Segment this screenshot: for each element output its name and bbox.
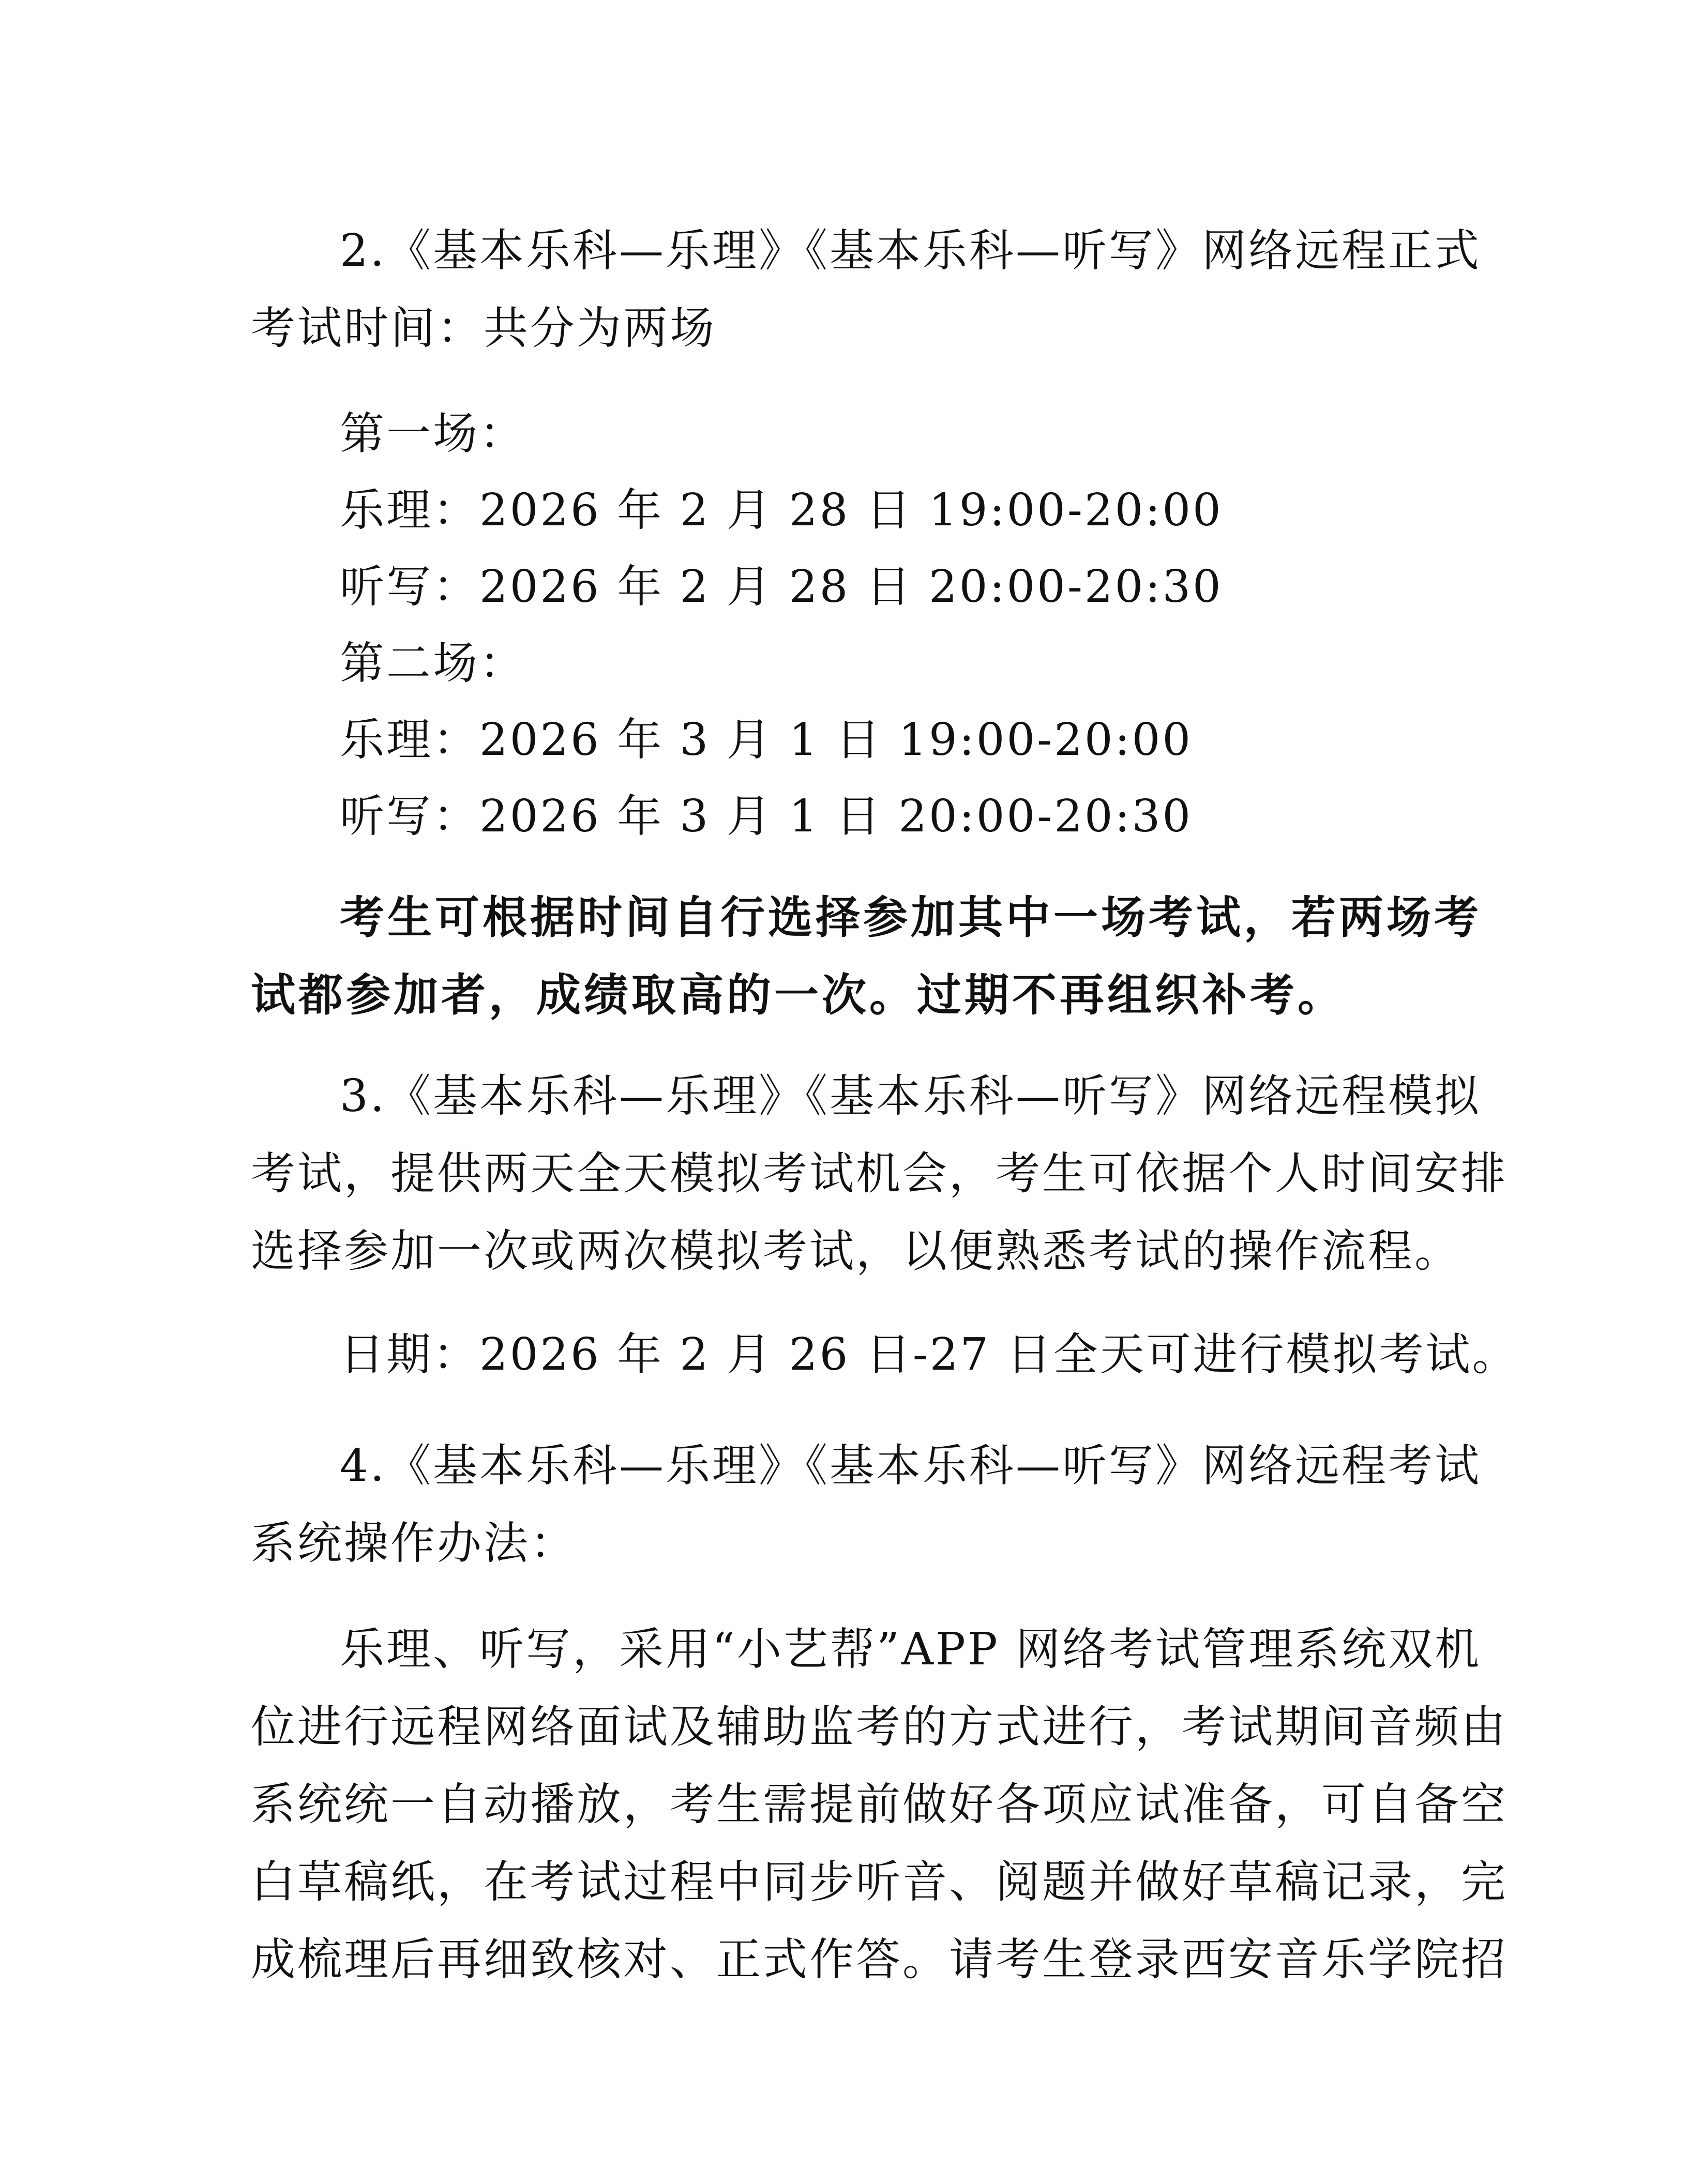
session-1-theory: 乐理：2026 年 2 月 28 日 19:00-20:00 [340, 484, 1223, 536]
method-paragraph [251, 1611, 1508, 1998]
method-line-1: 乐理、听写，采用“小艺帮”APP 网络考试管理系统双机 [340, 1624, 1482, 1675]
mock-exam-date [251, 1316, 1519, 1393]
item-3-paragraph [251, 1057, 1508, 1290]
method-line-2: 位进行远程网络面试及辅助监考的方式进行，考试期间音频由 [251, 1701, 1508, 1753]
notice-line-1: 考生可根据时间自行选择参加其中一场考试，若两场考 [340, 892, 1482, 944]
item-4-line-1: 4.《基本乐科—乐理》《基本乐科—听写》网络远程考试 [340, 1440, 1482, 1492]
date-line: 日期：2026 年 2 月 26 日-27 日全天可进行模拟考试。 [340, 1329, 1519, 1381]
item-3-line-2: 考试，提供两天全天模拟考试机会，考生可依据个人时间安排 [251, 1148, 1508, 1200]
item-4-paragraph [251, 1427, 1482, 1582]
item-2-paragraph [251, 212, 1482, 367]
session-2-heading: 第二场： [340, 638, 526, 689]
method-line-4: 白草稿纸，在考试过程中同步听音、阅题并做好草稿记录，完 [251, 1856, 1508, 1908]
session-1-heading: 第一场： [340, 408, 526, 460]
session-2-dictation: 听写：2026 年 3 月 1 日 20:00-20:30 [340, 791, 1193, 842]
item-3-line-3: 选择参加一次或两次模拟考试，以便熟悉考试的操作流程。 [251, 1225, 1461, 1277]
method-line-5: 成梳理后再细致核对、正式作答。请考生登录西安音乐学院招 [251, 1934, 1508, 1985]
item-3-line-1: 3.《基本乐科—乐理》《基本乐科—听写》网络远程模拟 [340, 1070, 1482, 1122]
item-2-line-2: 考试时间：共分为两场 [251, 302, 716, 354]
session-1-dictation: 听写：2026 年 2 月 28 日 20:00-20:30 [340, 561, 1223, 613]
item-4-line-2: 系统操作办法： [251, 1518, 577, 1569]
exam-sessions [251, 396, 1440, 855]
notice-line-2: 试都参加者，成绩取高的一次。过期不再组织补考。 [251, 969, 1345, 1021]
method-line-3: 系统统一自动播放，考生需提前做好各项应试准备，可自备空 [251, 1779, 1508, 1830]
session-2-theory: 乐理：2026 年 3 月 1 日 19:00-20:00 [340, 714, 1193, 766]
item-2-line-1: 2.《基本乐科—乐理》《基本乐科—听写》网络远程正式 [340, 225, 1482, 277]
notice-paragraph [251, 879, 1482, 1034]
